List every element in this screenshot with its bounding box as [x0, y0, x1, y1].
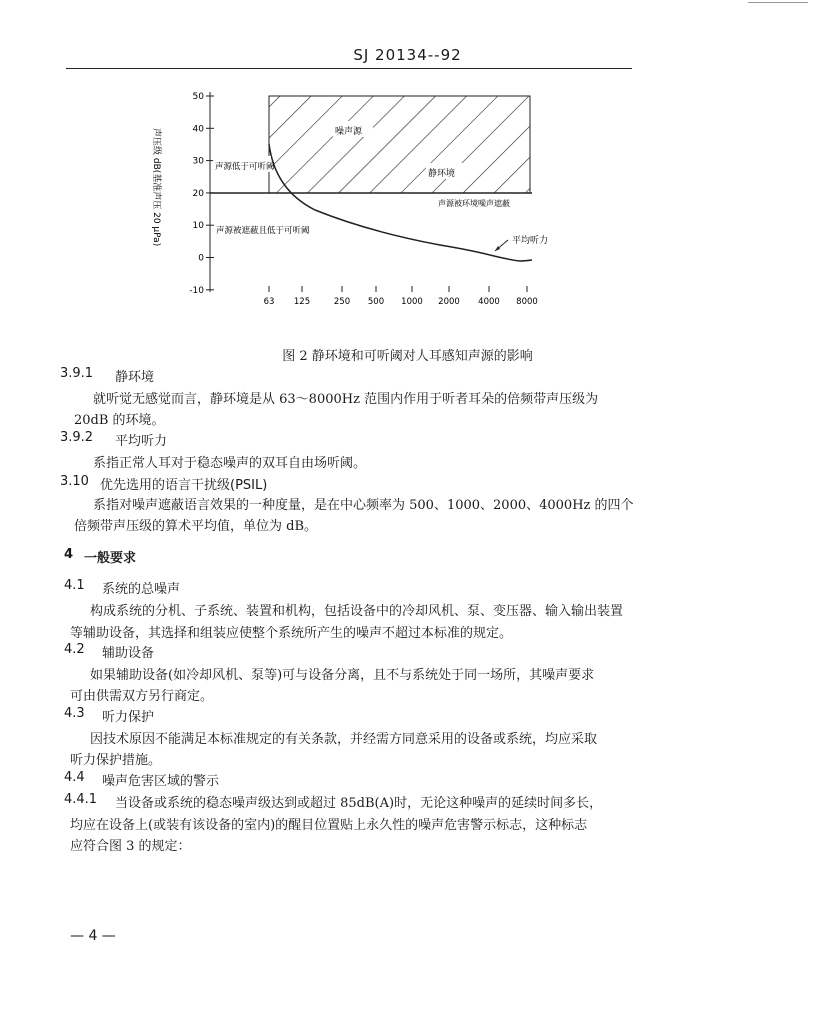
y-tick-label: 0 — [198, 253, 204, 264]
y-tick-label: 30 — [192, 156, 204, 167]
section-3-9-2-title: 平均听力 — [115, 434, 168, 449]
section-3-10-title: 优先选用的语言干扰级(PSIL) — [100, 478, 268, 493]
x-tick-label: 63 — [263, 297, 275, 307]
section-4-3-number: 4.3 — [64, 706, 85, 721]
scan-edge-mark — [748, 2, 808, 7]
y-tick-label: -10 — [189, 285, 204, 296]
section-4-4-1-number: 4.4.1 — [64, 792, 98, 807]
section-4-2-number: 4.2 — [64, 642, 85, 657]
para-4-4-1-line1: 当设备或系统的稳态噪声级达到或超过 85dB(A)时，无论这种噪声的延续时间多长， — [115, 796, 603, 811]
section-3-9-2-number: 3.9.2 — [60, 430, 94, 445]
section-4-number: 4 — [64, 547, 74, 562]
x-tick-label: 500 — [367, 297, 385, 307]
para-3-9-1-line1: 就听觉无感觉而言，静环境是从 63～8000Hz 范围内作用于听者耳朵的倍频带声压级为 — [93, 392, 599, 407]
header-rule — [66, 68, 632, 69]
section-4-3-title: 听力保护 — [102, 710, 155, 725]
section-4-1-number: 4.1 — [64, 578, 85, 593]
para-4-2-line2: 可由供需双方另行商定。 — [70, 689, 214, 704]
para-3-9-2-line1: 系指正常人耳对于稳态噪声的双耳自由场听阈。 — [93, 456, 367, 471]
label-quiet-env: 静环境 — [428, 169, 456, 179]
figure-2-chart — [140, 80, 560, 320]
x-tick-label: 1000 — [401, 297, 423, 307]
para-4-3-line2: 听力保护措施。 — [70, 753, 162, 768]
x-tick-label: 2000 — [438, 297, 460, 307]
y-tick-label: 20 — [192, 188, 204, 199]
figure-caption: 图 2 静环境和可听阈对人耳感知声源的影响 — [282, 349, 533, 364]
para-4-2-line1: 如果辅助设备(如冷却风机、泵等)可与设备分离，且不与系统处于同一场所，其噪声要求 — [90, 668, 595, 683]
x-tick-label: 4000 — [478, 297, 500, 307]
label-mask-below-threshold: 声源被遮蔽且低于可听阈 — [216, 226, 310, 236]
noise-source-region — [265, 96, 530, 193]
para-4-4-1-line2: 均应在设备上(或装有该设备的室内)的醒目位置贴上永久性的噪声危害警示标志，这种标志 — [70, 818, 588, 833]
y-tick-label: 10 — [192, 221, 204, 232]
y-tick-label: 40 — [192, 124, 204, 135]
page-number-footer: — 4 — — [70, 928, 116, 944]
para-4-1-line1: 构成系统的分机、子系统、装置和机构，包括设备中的冷却风机、泵、变压器、输入输出装置 — [90, 604, 624, 619]
section-4-title: 一般要求 — [84, 551, 137, 566]
label-below-threshold: 声源低于可听阈 — [215, 162, 275, 172]
x-tick-label: 8000 — [516, 297, 538, 307]
x-tick-label: 125 — [293, 297, 311, 307]
para-4-1-line2: 等辅助设备，其选择和组装应使整个系统所产生的噪声不超过本标准的规定。 — [70, 626, 513, 641]
section-3-9-1-number: 3.9.1 — [60, 366, 94, 381]
label-avg-hearing: 平均听力 — [512, 236, 549, 246]
para-4-4-1-line3: 应符合图 3 的规定： — [70, 839, 191, 854]
label-masked-by-env: 声源被环境噪声遮蔽 — [438, 199, 510, 208]
y-axis-label: 声压级 dB(基准声压 20 μPa) — [151, 128, 161, 247]
para-3-9-1-line2: 20dB 的环境。 — [74, 413, 165, 428]
section-3-9-1-title: 静环境 — [115, 370, 155, 385]
x-tick-label: 250 — [333, 297, 351, 307]
para-3-10-line2: 倍频带声压级的算术平均值，单位为 dB。 — [74, 519, 318, 534]
standard-code-header: SJ 20134--92 — [353, 46, 462, 64]
label-noise-region: 噪声源 — [335, 127, 363, 137]
section-4-4-number: 4.4 — [64, 770, 85, 785]
section-3-10-number: 3.10 — [60, 474, 89, 489]
para-3-10-line1: 系指对噪声遮蔽语言效果的一种度量，是在中心频率为 500、1000、2000、4000Hz 的四个 — [93, 498, 634, 513]
y-tick-label: 50 — [192, 92, 204, 102]
para-4-3-line1: 因技术原因不能满足本标准规定的有关条款，并经需方同意采用的设备或系统，均应采取 — [90, 732, 598, 747]
section-4-2-title: 辅助设备 — [102, 646, 155, 661]
section-4-1-title: 系统的总噪声 — [102, 582, 181, 597]
section-4-4-title: 噪声危害区域的警示 — [102, 774, 220, 789]
